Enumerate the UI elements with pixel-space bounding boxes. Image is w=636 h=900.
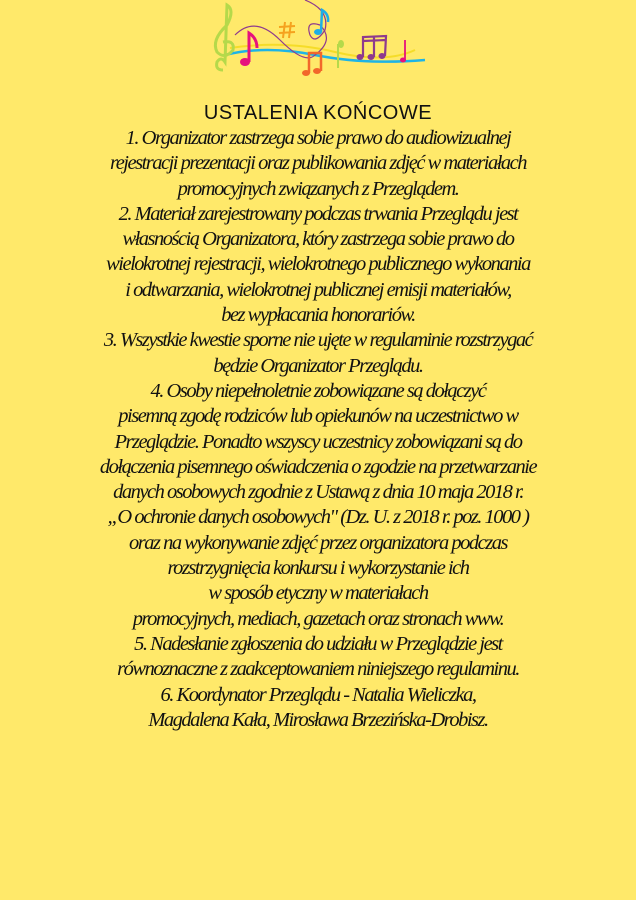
text-line: będzie Organizator Przeglądu. — [213, 354, 423, 377]
text-line: promocyjnych związanych z Przeglądem. — [177, 177, 459, 200]
text-line: 5. Nadesłanie zgłoszenia do udziału w Przeglądzie jest — [134, 632, 502, 655]
final-provisions — [0, 100, 636, 733]
text-line: 4. Osoby niepełnoletnie zobowiązane są dołączyć — [150, 379, 486, 402]
text-line: rejestracji prezentacji oraz publikowania zdjęć w materiałach — [109, 152, 526, 175]
text-line: rozstrzygnięcia konkursu i wykorzystanie ich — [167, 557, 469, 580]
document-title: USTALENIA KOŃCOWE — [203, 102, 433, 124]
text-line: danych osobowych zgodnie z Ustawą z dnia 10 maja 2018 r. — [113, 481, 523, 504]
text-line: i odtwarzania, wielokrotnej publicznej emisji materiałów, — [125, 278, 511, 301]
text-line: 3. Wszystkie kwestie sporne nie ujęte w regulaminie rozstrzygać — [103, 329, 533, 352]
text-line: „O ochronie danych osobowych" (Dz. U. z 2018 r. poz. 1000 ) — [107, 506, 529, 529]
text-line: oraz na wykonywanie zdjęć przez organizatora podczas — [129, 531, 507, 554]
text-line: Magdalena Kała, Mirosława Brzezińska-Drobisz. — [148, 708, 488, 731]
text-line: dołączenia pisemnego oświadczenia o zgodzie na przetwarzanie — [99, 455, 537, 478]
text-line: równoznaczne z zaakceptowaniem niniejszego regulaminu. — [117, 658, 519, 681]
text-line: pisemną zgodę rodziców lub opiekunów na uczestnictwo w — [118, 405, 518, 428]
text-line: Przeglądzie. Ponadto wszyscy uczestnicy zobowiązani są do — [114, 430, 522, 453]
text-line: promocyjnych, mediach, gazetach oraz stronach www. — [132, 607, 504, 630]
text-line: 1. Organizator zastrzega sobie prawo do audiowizualnej — [125, 127, 511, 149]
text-line: wielokrotnej rejestracji, wielokrotnego publicznego wykonania — [106, 253, 530, 276]
text-line: 6. Koordynator Przeglądu - Natalia Wieliczka, — [160, 683, 476, 706]
music-notes-icon — [205, 0, 435, 80]
text-line: własnością Organizatora, który zastrzega sobie prawo do — [122, 228, 514, 251]
text-line: 2. Materiał zarejestrowany podczas trwania Przeglądu jest — [118, 202, 518, 225]
provisions-text — [0, 126, 636, 733]
text-line: bez wypłacania honorariów. — [221, 304, 415, 327]
text-line: w sposób etyczny w materiałach — [208, 582, 428, 605]
